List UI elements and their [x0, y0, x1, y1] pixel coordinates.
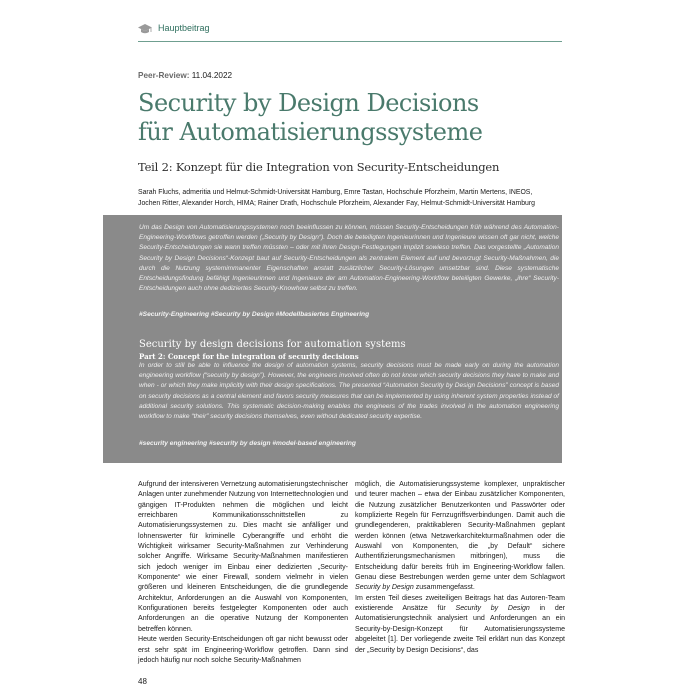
body-column-right [355, 480, 565, 656]
peer-review-line [138, 71, 232, 80]
article-subtitle: Teil 2: Konzept für die Integration von Security-Entscheidungen [138, 160, 500, 174]
abstract-english-tags: #security engineering #security by design #model-based engineering [139, 440, 356, 447]
emphasis: Security by Design [455, 605, 530, 613]
authors-line-1: Sarah Fluchs, admeritia und Helmut-Schmidt-Universität Hamburg, Emre Tastan, Hochschule Pforzheim, Martin Mertens, INEOS, [138, 189, 533, 196]
authors-line-2: Jochen Ritter, Alexander Horch, HIMA; Rainer Drath, Hochschule Pforzheim, Alexander Fay, Helmut-Schmidt-Universität Hamburg [138, 199, 536, 207]
body-column-left [138, 480, 348, 666]
abstract-box [103, 215, 562, 463]
section-label: Hauptbeitrag [158, 23, 210, 33]
paragraph [355, 594, 565, 656]
abstract-english-title: Security by design decisions for automation systems [139, 339, 406, 350]
article-title [138, 89, 568, 147]
peer-review-label: Peer-Review: [138, 71, 190, 80]
paragraph-text: Im ersten Teil dieses zweiteiligen Beitrags hat das Autoren-Team existierende Ansätze für [355, 594, 565, 613]
page-number: 48 [138, 677, 147, 686]
title-line-1: Security by Design Decisions [138, 89, 479, 117]
abstract-german: Um das Design von Automatisierungssystemen noch beeinflussen zu können, müssen Security-Entscheidungen früh während des Automation-Engineering-Workflows getroffen werden („Security by Design“). Doch die beteiligten Ingenieurinnen und Ingenieure wissen oft gar nicht, welche Security-Entscheidungen sie wann treffen müssten – oder mit ihren Design-Festlegungen implizit sowieso treffen. Das vorgestellte „Automation Security by Design Decisions“-Konzept baut auf Security-Entscheidungen als zentralem Element auf und bevorzugt Security-Maßnahmen, die durch die Nutzung systemimmanenter Eigenschaften anstatt zusätzlicher Security-Lösungen umsetzbar sind. Diese systematische Entscheidungsfindung befähigt Ingenieurinnen und Ingenieure der am Automation-Engineering-Workflow beteiligten Gewerke, „ihre“ Security-Entscheidungen auch ohne dediziertes Security-Knowhow selbst zu treffen. [139, 224, 559, 293]
paragraph-text: zusammengefasst. [413, 584, 475, 592]
author-list [138, 188, 564, 209]
peer-review-date: 11.04.2022 [191, 71, 233, 80]
title-line-2: für Automatisierungssysteme [138, 118, 483, 146]
emphasis: Security by Design [355, 584, 414, 592]
header-divider [138, 41, 562, 42]
abstract-german-tags: #Security-Engineering #Security by Design #Modellbasiertes Engineering [139, 311, 370, 318]
abstract-english-subtitle: Part 2: Concept for the integration of security decisions [139, 352, 359, 361]
paragraph: Heute werden Security-Entscheidungen oft gar nicht bewusst oder erst sehr spät im Engineering-Workflow getroffen. Dann sind jedoch häufig nur noch solche Security-Maßnahmen [138, 636, 348, 664]
paragraph-text: in der Automatisierungstechnik analysiert und Anforderungen an ein Security-by-Design-Konzept für Automatisierungssysteme abgeleitet [1]. Der vorliegende zweite Teil erklärt nun das Konzept der „Security by Design Decisions“, das [355, 605, 566, 654]
graduation-cap-icon [138, 23, 152, 35]
paragraph-text: möglich, die Automatisierungssysteme komplexer, unpraktischer und teurer machen – etwa der Einbau zusätzlicher Komponenten, die Nutzung zusätzlicher Benutzerkonten und Passwörter oder komplizierte Regeln für Fernzugriffsverbindungen. Damit auch die grundlegenderen, praktikableren Security-Maßnahmen geplant werden können (etwa Netzwerkarchitekturmaßnahmen oder die Auswahl von Komponenten, die „by Default“ sichere Authentifizierungsmechanismen mitbringen), muss die Entscheidung dafür bereits früh im Engineering-Workflow fallen. Genau diese Bestrebungen werden gerne unter dem Schlagwort [355, 481, 565, 582]
paragraph: Aufgrund der intensiveren Vernetzung automatisierungstechnischer Anlagen unter zunehmender Nutzung von Internettechnologien und gängigen IT-Produkten nehmen die möglichen und leicht erreichbaren Kommunikationsschnittstellen zu Automatisierungssystemen zu. Dies macht sie anfälliger und lohnenswerter für kriminelle Cyberangriffe und erhöht die Wichtigkeit wirksamer Security-Maßnahmen zur Verhinderung solcher Angriffe. Wirksame Security-Maßnahmen manifestieren sich jedoch weniger im Einbau einer dedizierten „Security-Komponente“ wie einer Firewall, sondern vielmehr in vielen größeren und kleineren Entscheidungen, die die grundlegende Architektur, Anforderungen an die Auswahl von Komponenten, Konfigurationen bereits festgelegter Komponenten oder auch Anforderungen an die operative Nutzung der Komponenten betreffen können. [138, 481, 348, 633]
paragraph [355, 480, 565, 594]
abstract-english: In order to still be able to influence the design of automation systems, security decisions must be made early on during the automation engineering workflow (“security by design”). However, the engineers involved often do not know which security decisions they have to make and when - or which they make implicitly with their design specifications. The presented “Automation Security by Design Decisions” concept is based on security decisions as a central element and favors security measures that can be implemented by using inherent system properties instead of additional security solutions. This systematic decision-making enables the engineers of the trades involved in the automation engineering workflow to make “their” security decisions themselves, even without dedicated security expertise. [139, 362, 559, 421]
section-header [138, 22, 562, 42]
